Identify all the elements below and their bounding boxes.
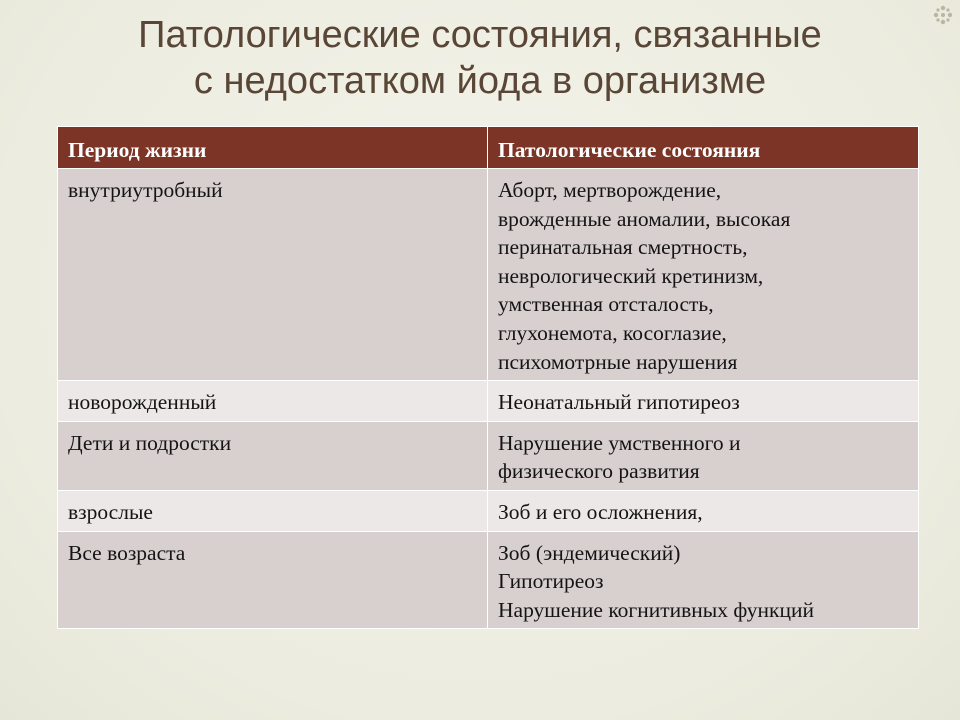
conditions-cell [488, 381, 919, 422]
header-conditions: Патологические состояния [488, 127, 919, 169]
table-row [58, 490, 919, 531]
conditions-cell [488, 490, 919, 531]
table-row [58, 421, 919, 490]
condition-line: Зоб и его осложнения, [498, 499, 703, 524]
table-row [58, 381, 919, 422]
condition-line: глухонемота, косоглазие, [498, 320, 727, 345]
condition-line: Гипотиреоз [498, 569, 604, 594]
condition-line: умственная отсталость, [498, 292, 714, 317]
title-line-1: Патологические состояния, связанные [138, 14, 822, 56]
condition-line: Зоб (эндемический) [498, 540, 681, 565]
conditions-cell [488, 421, 919, 490]
slide-title [0, 12, 960, 104]
table-header-row [58, 127, 919, 169]
period-cell: внутриутробный [58, 169, 488, 381]
header-life-period: Период жизни [58, 127, 488, 169]
condition-line: физического развития [498, 459, 700, 484]
period-cell: новорожденный [58, 381, 488, 422]
period-cell: Все возраста [58, 531, 488, 629]
table-row [58, 169, 919, 381]
condition-line: Аборт, мертворождение, [498, 178, 722, 202]
iodine-conditions-table [57, 126, 919, 629]
conditions-cell [488, 531, 919, 629]
period-cell: Дети и подростки [58, 421, 488, 490]
conditions-cell [488, 169, 919, 381]
condition-line: психомотрные нарушения [498, 349, 738, 374]
condition-line: неврологический кретинизм, [498, 263, 764, 288]
condition-line: Нарушение умственного и [498, 430, 741, 455]
period-cell: взрослые [58, 490, 488, 531]
title-line-2: с недостатком йода в организме [193, 60, 767, 102]
table-row [58, 531, 919, 629]
condition-line: перинатальная смертность, [498, 235, 748, 260]
condition-line: врожденные аномалии, высокая [498, 206, 791, 231]
condition-line: Неонатальный гипотиреоз [498, 390, 740, 415]
condition-line: Нарушение когнитивных функций [498, 597, 814, 622]
